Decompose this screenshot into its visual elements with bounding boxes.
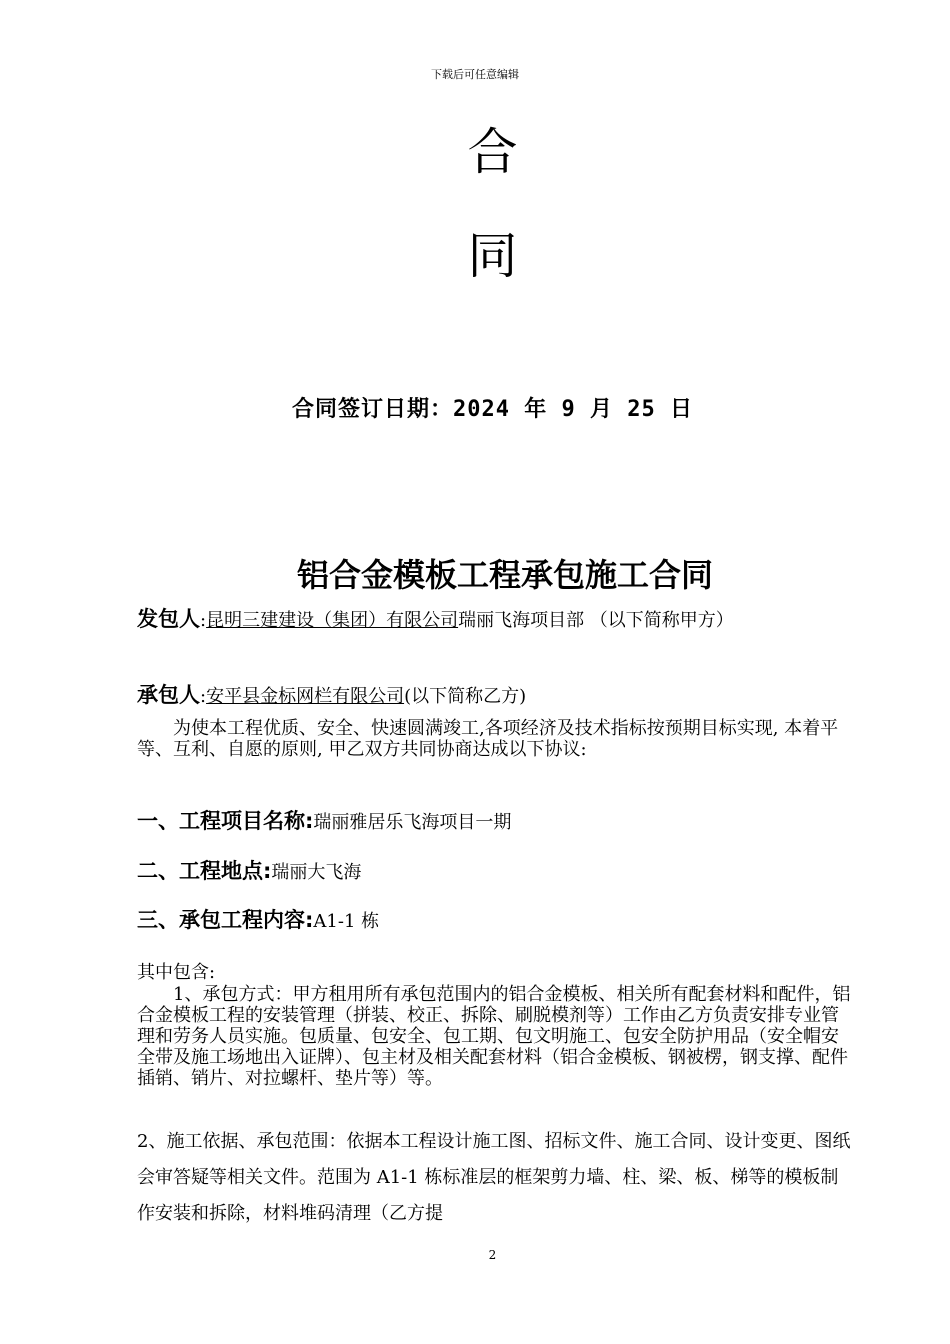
item-2-paragraph: 2、施工依据、承包范围：依据本工程设计施工图、招标文件、施工合同、设计变更、图纸会审答疑等相关文件。范围为 A1-1 栋标准层的框架剪力墙、柱、梁、板、梯等的模板制作安装和拆除，材料堆码清理（乙方提 (137, 1131, 851, 1224)
page-number: 2 (488, 1248, 497, 1262)
employer-name: 昆明三建建设（集团）有限公司 (206, 610, 459, 631)
section-label: 三、承包工程内容: (137, 908, 314, 932)
employer-sep: : (200, 610, 207, 631)
intro-paragraph: 为使本工程优质、安全、快速圆满竣工,各项经济及技术指标按预期目标实现, 本着平等、互利、自愿的原则, 甲乙双方共同协商达成以下协议: (137, 718, 839, 760)
section-value: 瑞丽雅居乐飞海项目一期 (313, 812, 512, 833)
section-project-name (137, 806, 853, 838)
contractor-rest: (以下简称乙方) (404, 686, 527, 707)
section-label: 二、工程地点: (137, 859, 272, 883)
contractor-label: 承包人 (137, 683, 200, 707)
item-1-paragraph: 1、承包方式：甲方租用所有承包范围内的铝合金模板、相关所有配套材料和配件，铝合金模板工程的安装管理（拼装、校正、拆除、刷脱模剂等）工作由乙方负责安排专业管理和劳务人员实施。包质量、包安全、包工期、包文明施工、包安全防护用品（安全帽安全带及施工场地出入证牌）、包主材及相关配套材料（铝合金模板、钢被楞，钢支撑、配件插销、销片、对拉螺杆、垫片等）等。 (137, 984, 851, 1089)
contractor-line (137, 682, 853, 710)
contractor-name: 安平县金标网栏有限公司 (206, 686, 405, 707)
header-note: 下载后可任意编辑 (431, 68, 519, 81)
cover-title-char-1: 合 (467, 123, 518, 181)
employer-label: 发包人 (137, 607, 200, 631)
cover-title-char-2: 同 (467, 227, 518, 285)
employer-line (137, 606, 853, 634)
includes-label: 其中包含: (137, 962, 216, 983)
signing-date: 合同签订日期：2024 年 9 月 25 日 (292, 397, 693, 422)
contractor-sep: : (200, 686, 207, 707)
section-value: 瑞丽大飞海 (271, 862, 362, 883)
section-scope (137, 905, 853, 937)
section-label: 一、工程项目名称: (137, 809, 314, 833)
contract-title: 铝合金模板工程承包施工合同 (296, 556, 713, 594)
section-value: A1-1 栋 (313, 911, 380, 932)
section-project-location (137, 856, 853, 888)
employer-rest: 瑞丽飞海项目部 （以下简称甲方） (458, 610, 734, 631)
